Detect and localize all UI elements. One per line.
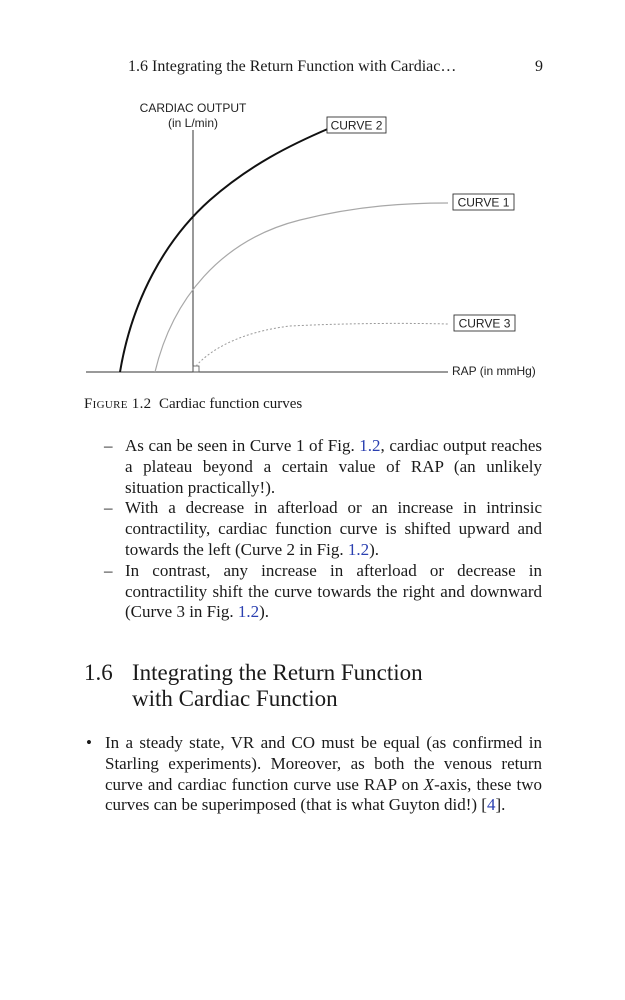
bullet-list (84, 733, 542, 816)
list-item-text: -axis, these two curves can be superimposed (that is what Guyton did!) [ (105, 774, 542, 815)
cardiac-function-figure (0, 0, 625, 400)
section-number: 1.6 (84, 660, 113, 685)
list-item-text: ). (369, 539, 380, 559)
list-item (84, 733, 542, 816)
curve-1-label: CURVE 1 (457, 195, 510, 210)
figure-caption-number: Figure 1.2 (84, 396, 152, 412)
origin-marker (193, 366, 199, 372)
y-axis-label-line2: (in L/min) (167, 116, 219, 130)
figure-caption-text: Cardiac function curves (158, 396, 303, 412)
figure-reference-link[interactable]: 1.2 (347, 539, 370, 559)
curve-3-line (196, 323, 448, 366)
curve-1-line (155, 203, 448, 372)
list-item (104, 561, 542, 623)
section-title: Integrating the Return Function with Cardiac Function (132, 660, 423, 711)
list-item-text: In contrast, any increase in afterload or decrease in contractility shift the curve towards the right and downward (Curve 3 in Fig. (125, 560, 542, 622)
axis-italic-letter: X (423, 774, 435, 794)
cardiac-function-diagram (0, 0, 625, 400)
list-item-text: As can be seen in Curve 1 of Fig. (125, 436, 360, 455)
figure-reference-link[interactable]: 1.2 (359, 436, 381, 455)
curve-2-label: CURVE 2 (330, 118, 383, 133)
list-item (104, 436, 542, 498)
list-item-text: ). (259, 602, 270, 622)
citation-reference-link[interactable]: 4 (486, 795, 496, 815)
figure-reference-link[interactable]: 1.2 (237, 602, 260, 622)
list-item-text: With a decrease in afterload or an increase in intrinsic contractility, cardiac function curve is shifted upward and towards the left (Curve 2 in Fig. (125, 498, 542, 559)
list-item-text: In a steady state, VR and CO must be equal (as confirmed in Starling experiments). Moreover, as both the venous return curve and cardiac function curve use RAP on (105, 733, 542, 794)
dash-marker: – (104, 560, 113, 580)
list-item (104, 498, 542, 560)
curve-3-label: CURVE 3 (458, 316, 511, 331)
x-axis-label: RAP (in mmHg) (452, 364, 536, 378)
list-item-text: ]. (495, 795, 506, 815)
dash-marker: – (104, 498, 113, 518)
figure-caption (84, 394, 302, 414)
curve-2-line (120, 128, 330, 372)
dash-marker: – (104, 436, 113, 455)
page-number: 9 (535, 58, 543, 75)
running-head-title: 1.6 Integrating the Return Function with Cardiac… (128, 58, 457, 75)
dash-list (104, 436, 542, 623)
y-axis-label-line1: CARDIAC OUTPUT (139, 101, 247, 115)
list-item-text: , cardiac output reaches a plateau beyond a certain value of RAP (an unlikely situation practically!). (125, 436, 542, 497)
bullet-marker: • (86, 733, 92, 752)
